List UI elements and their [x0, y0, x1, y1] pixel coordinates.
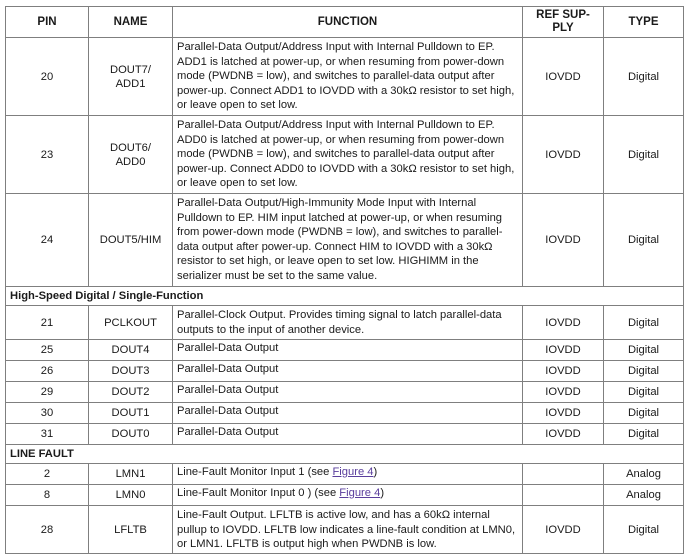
supply-cell: IOVDD	[523, 340, 604, 361]
table-row	[6, 38, 684, 116]
table-row	[6, 361, 684, 382]
name-cell: DOUT2	[89, 382, 173, 403]
name-cell: DOUT4	[89, 340, 173, 361]
table-row	[6, 306, 684, 340]
figure-4-link[interactable]: Figure 4	[339, 487, 381, 499]
name-line1: DOUT6/	[109, 141, 152, 154]
header-pin: PIN	[6, 7, 89, 38]
table-row	[6, 403, 684, 424]
function-text: )	[373, 466, 378, 478]
function-cell: Parallel-Data Output/High-Immunity Mode Input with Internal Pulldown to EP. HIM input latched at power-up, or when resuming from power-down mode (PWDNB = low), and switches to parallel-data output after power-up. Connect HIM to IOVDD with a 30kΩ resistor to set high, or leave open to set low. HIGHIMM in the serializer must be set to the same value.	[173, 194, 523, 287]
name-cell: DOUT5/HIM	[89, 194, 173, 287]
function-cell: Parallel-Data Output	[173, 424, 523, 445]
pin-cell: 8	[6, 485, 89, 506]
supply-cell: IOVDD	[523, 506, 604, 554]
pin-cell: 21	[6, 306, 89, 340]
type-cell: Analog	[604, 464, 684, 485]
header-name: NAME	[89, 7, 173, 38]
function-cell: Parallel-Data Output	[173, 361, 523, 382]
function-cell: Parallel-Data Output	[173, 403, 523, 424]
name-line2: ADD1	[115, 77, 146, 90]
table-row	[6, 506, 684, 554]
type-cell: Digital	[604, 382, 684, 403]
type-cell: Digital	[604, 361, 684, 382]
supply-cell: IOVDD	[523, 306, 604, 340]
type-cell: Digital	[604, 506, 684, 554]
type-cell: Digital	[604, 306, 684, 340]
header-ref-supply-line1: REF SUP-	[536, 9, 590, 21]
function-cell	[173, 485, 523, 506]
type-cell: Digital	[604, 116, 684, 194]
type-cell: Digital	[604, 403, 684, 424]
name-line2: ADD0	[115, 155, 146, 168]
function-cell: Parallel-Data Output/Address Input with Internal Pulldown to EP. ADD0 is latched at power-up, or when resuming from power-down mode (PWDNB = low), and switches to parallel-data output after power-up. Connect ADD0 to IOVDD with a 30kΩ resistor to set high, or leave open to set low.	[173, 116, 523, 194]
type-cell: Digital	[604, 340, 684, 361]
type-cell: Digital	[604, 424, 684, 445]
function-cell: Parallel-Data Output/Address Input with Internal Pulldown to EP. ADD1 is latched at power-up, or when resuming from power-down mode (PWDNB = low), and switches to parallel-data output after power-up. Connect ADD1 to IOVDD with a 30kΩ resistor to set high, or leave open to set low.	[173, 38, 523, 116]
table-row	[6, 116, 684, 194]
function-cell: Line-Fault Output. LFLTB is active low, and has a 60kΩ internal pullup to IOVDD. LFLTB low indicates a line-fault condition at LMN0, or LMN1. LFLTB is output high when PWDNB is low.	[173, 506, 523, 554]
table-row	[6, 340, 684, 361]
pin-cell: 26	[6, 361, 89, 382]
table-row	[6, 464, 684, 485]
name-cell	[89, 116, 173, 194]
supply-cell: IOVDD	[523, 403, 604, 424]
supply-cell	[523, 485, 604, 506]
name-cell: DOUT1	[89, 403, 173, 424]
pin-description-table	[5, 6, 684, 554]
supply-cell: IOVDD	[523, 116, 604, 194]
table-row	[6, 424, 684, 445]
section-row	[6, 287, 684, 306]
name-cell: PCLKOUT	[89, 306, 173, 340]
name-cell	[89, 38, 173, 116]
name-cell: LMN0	[89, 485, 173, 506]
name-line1: DOUT7/	[109, 63, 152, 76]
name-cell: LMN1	[89, 464, 173, 485]
pin-cell: 24	[6, 194, 89, 287]
supply-cell: IOVDD	[523, 424, 604, 445]
header-row	[6, 7, 684, 38]
supply-cell: IOVDD	[523, 361, 604, 382]
name-cell: DOUT3	[89, 361, 173, 382]
pin-cell: 20	[6, 38, 89, 116]
header-function: FUNCTION	[173, 7, 523, 38]
supply-cell: IOVDD	[523, 382, 604, 403]
section-heading-line-fault: LINE FAULT	[6, 445, 684, 464]
supply-cell: IOVDD	[523, 38, 604, 116]
type-cell: Analog	[604, 485, 684, 506]
table-row	[6, 194, 684, 287]
function-cell: Parallel-Data Output	[173, 382, 523, 403]
pin-cell: 30	[6, 403, 89, 424]
table-row	[6, 382, 684, 403]
header-ref-supply	[523, 7, 604, 38]
pin-cell: 29	[6, 382, 89, 403]
pin-cell: 28	[6, 506, 89, 554]
type-cell: Digital	[604, 38, 684, 116]
section-heading-high-speed: High-Speed Digital / Single-Function	[6, 287, 684, 306]
section-row	[6, 445, 684, 464]
function-text: Line-Fault Monitor Input 1 (see	[177, 466, 333, 478]
header-ref-supply-line2: PLY	[552, 22, 574, 34]
function-text: )	[380, 487, 385, 499]
name-cell: DOUT0	[89, 424, 173, 445]
figure-4-link[interactable]: Figure 4	[332, 466, 374, 478]
pin-cell: 2	[6, 464, 89, 485]
function-cell: Parallel-Data Output	[173, 340, 523, 361]
function-text: Line-Fault Monitor Input 0 ) (see	[177, 487, 340, 499]
function-cell	[173, 464, 523, 485]
pin-cell: 23	[6, 116, 89, 194]
supply-cell: IOVDD	[523, 194, 604, 287]
header-type: TYPE	[604, 7, 684, 38]
function-cell: Parallel-Clock Output. Provides timing signal to latch parallel-data outputs to the input of another device.	[173, 306, 523, 340]
supply-cell	[523, 464, 604, 485]
type-cell: Digital	[604, 194, 684, 287]
pin-cell: 25	[6, 340, 89, 361]
table-row	[6, 485, 684, 506]
name-cell: LFLTB	[89, 506, 173, 554]
pin-cell: 31	[6, 424, 89, 445]
